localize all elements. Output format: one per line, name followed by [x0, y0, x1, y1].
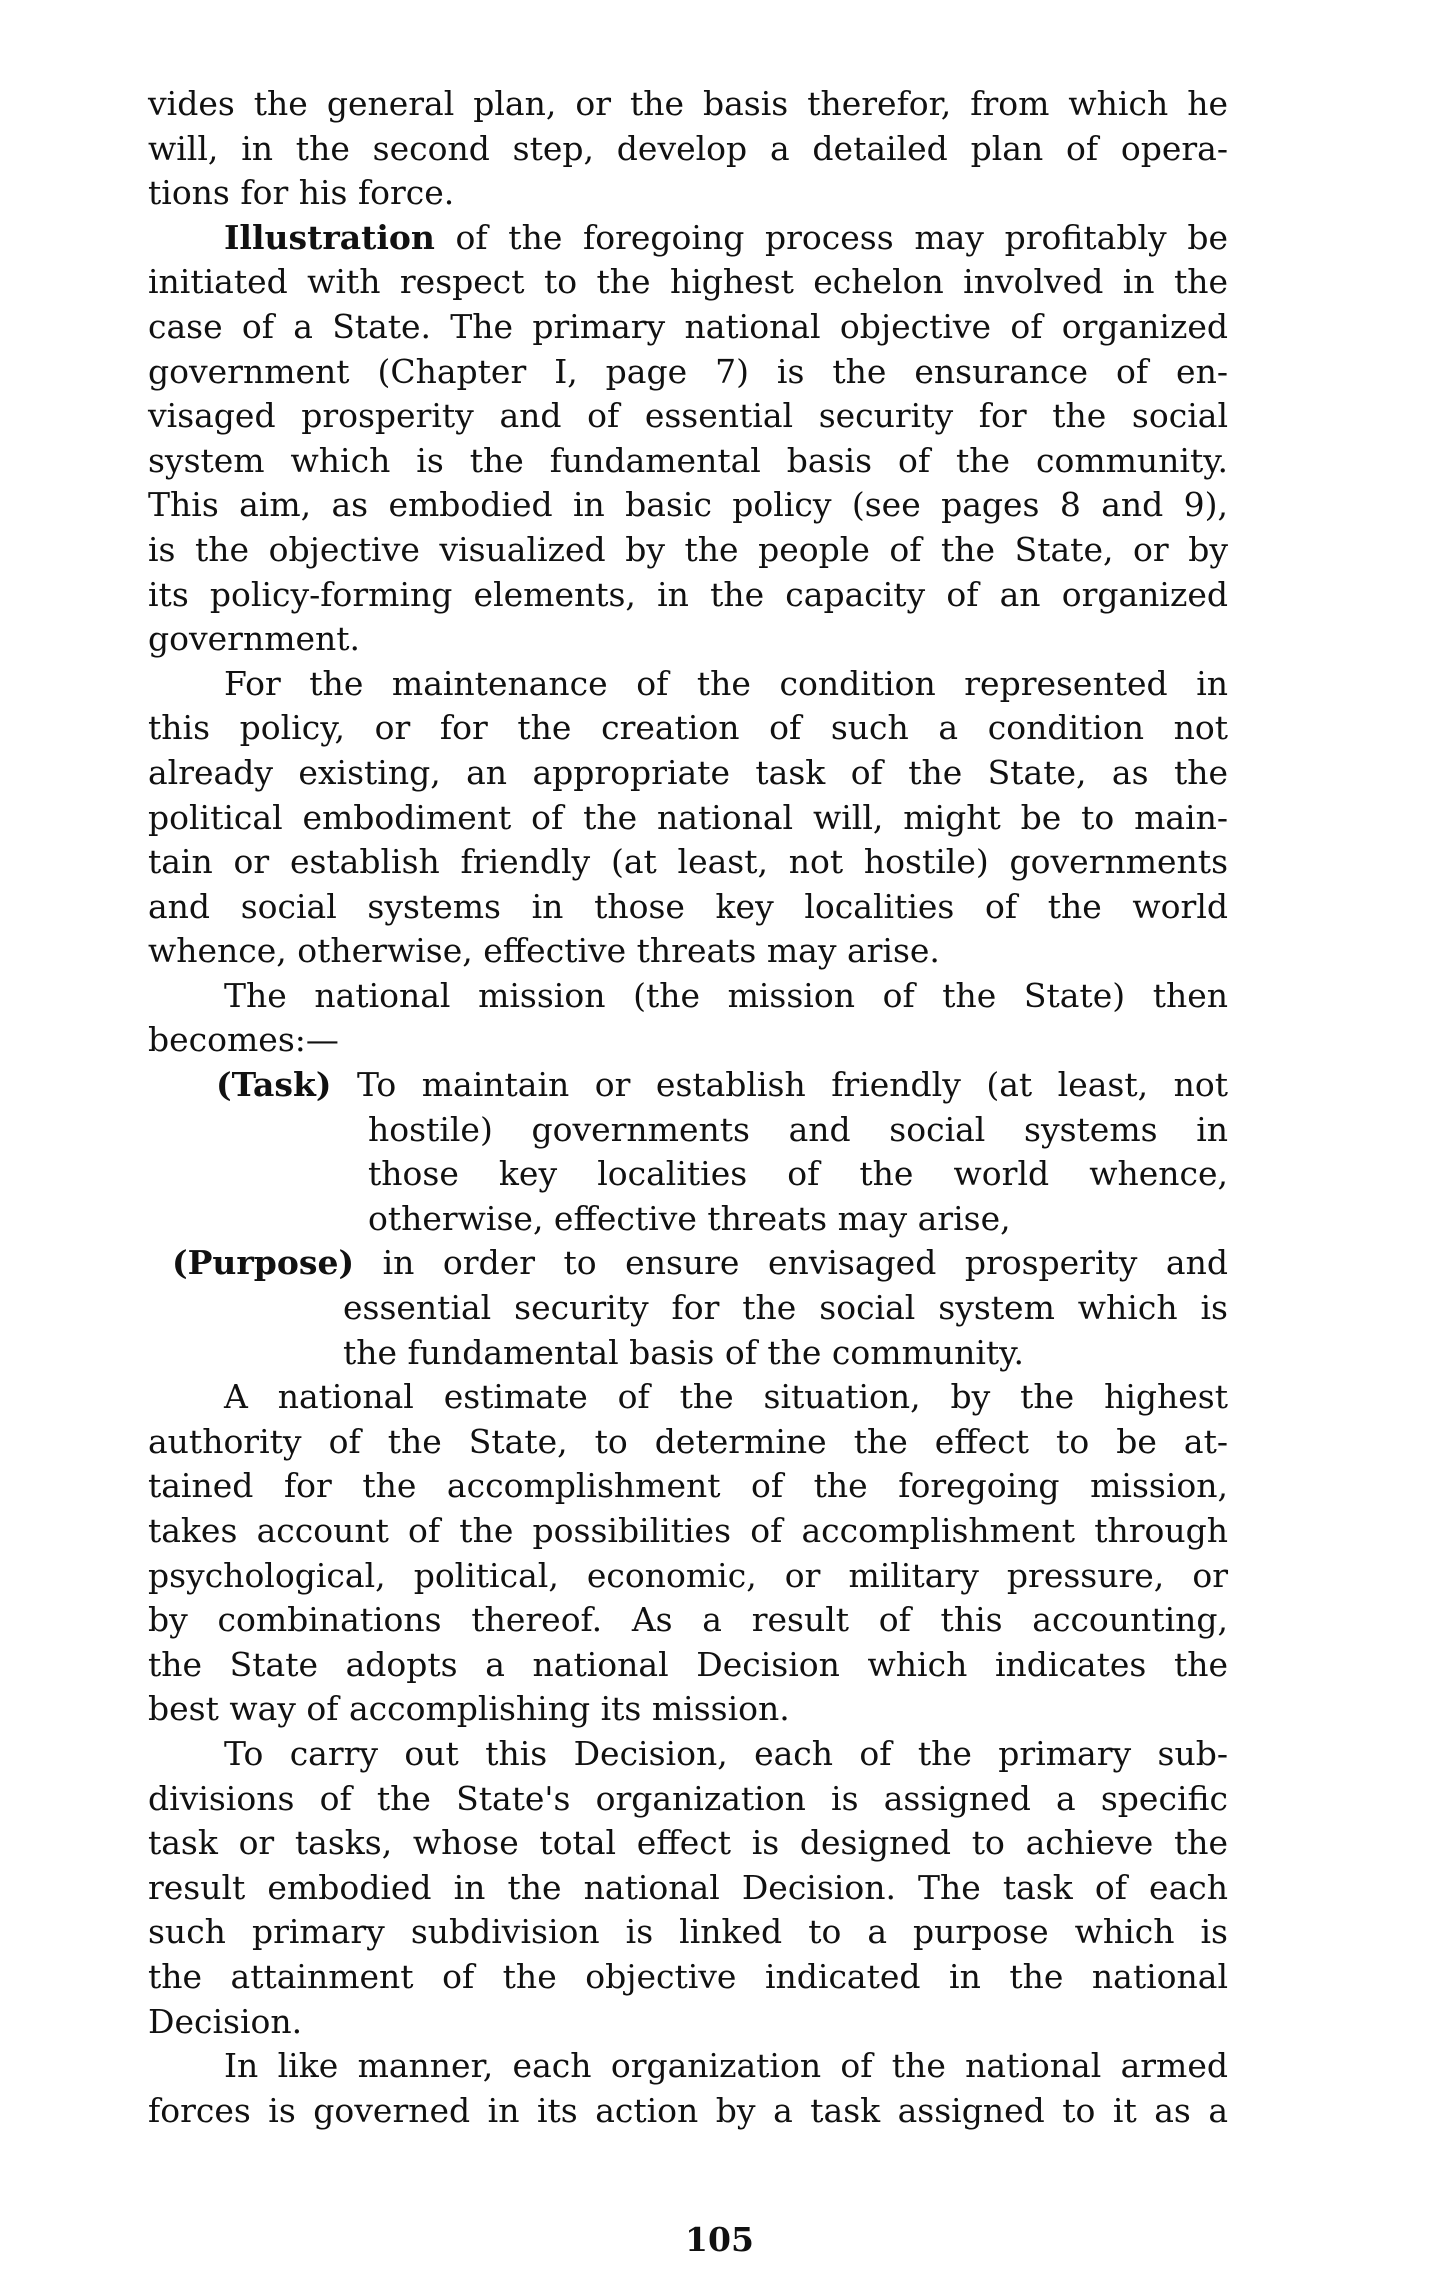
- purpose-line: [148, 1241, 1228, 1286]
- text-line: becomes:—: [148, 1020, 339, 1060]
- text-line: its policy-forming elements, in the capacity of an organized: [148, 574, 1228, 614]
- text-line: is the objective visualized by the people of the State, or by: [148, 529, 1228, 569]
- text-fragment: To maintain or establish friendly (at least, not: [331, 1065, 1228, 1105]
- text-line: will, in the second step, develop a detailed plan of opera-: [148, 128, 1228, 168]
- task-line: [148, 1063, 1228, 1108]
- text-line: Decision.: [148, 2001, 303, 2041]
- text-line: The national mission (the mission of the State) then: [224, 975, 1228, 1015]
- text-line: the fundamental basis of the community.: [343, 1332, 1024, 1372]
- emphasis-term: Illustration: [224, 217, 435, 257]
- text-line: For the maintenance of the condition represented in: [224, 663, 1228, 703]
- text-line: government (Chapter I, page 7) is the ensurance of en-: [148, 351, 1228, 391]
- text-line: whence, otherwise, effective threats may arise.: [148, 931, 940, 971]
- text-line: the attainment of the objective indicated in the national: [148, 1956, 1228, 1996]
- text-line: tions for his force.: [148, 173, 455, 213]
- text-line: by combinations thereof. As a result of this accounting,: [148, 1600, 1228, 1640]
- text-line: forces is governed in its action by a task assigned to it as a: [148, 2090, 1228, 2130]
- text-fragment: of the foregoing process may profitably be: [434, 217, 1228, 257]
- text-line: hostile) governments and social systems in: [368, 1109, 1228, 1149]
- purpose-label: (Purpose): [172, 1243, 355, 1283]
- text-line: This aim, as embodied in basic policy (see pages 8 and 9),: [148, 485, 1228, 525]
- text-line: In like manner, each organization of the national armed: [224, 2046, 1228, 2086]
- text-line: tained for the accomplishment of the foregoing mission,: [148, 1466, 1228, 1506]
- text-line: such primary subdivision is linked to a purpose which is: [148, 1912, 1228, 1952]
- text-line: system which is the fundamental basis of the community.: [148, 440, 1228, 480]
- task-label: (Task): [216, 1065, 332, 1105]
- text-line: To carry out this Decision, each of the primary sub-: [224, 1733, 1228, 1773]
- text-line: [148, 216, 1228, 261]
- text-line: vides the general plan, or the basis therefor, from which he: [148, 84, 1228, 123]
- text-line: those key localities of the world whence,: [368, 1154, 1228, 1194]
- text-line: and social systems in those key localities of the world: [148, 886, 1228, 926]
- text-line: visaged prosperity and of essential security for the social: [148, 396, 1228, 436]
- page-body: [148, 82, 1228, 2133]
- text-line: authority of the State, to determine the effect to be at-: [148, 1421, 1228, 1461]
- text-line: psychological, political, economic, or military pressure, or: [148, 1555, 1228, 1595]
- text-line: political embodiment of the national will, might be to main-: [148, 797, 1228, 837]
- text-line: divisions of the State's organization is assigned a specific: [148, 1778, 1228, 1818]
- text-line: result embodied in the national Decision. The task of each: [148, 1867, 1228, 1907]
- text-line: best way of accomplishing its mission.: [148, 1689, 790, 1729]
- text-line: otherwise, effective threats may arise,: [368, 1198, 1011, 1238]
- text-fragment: in order to ensure envisaged prosperity and: [354, 1243, 1228, 1283]
- text-line: initiated with respect to the highest echelon involved in the: [148, 262, 1228, 302]
- text-line: takes account of the possibilities of accomplishment through: [148, 1511, 1228, 1550]
- text-line: essential security for the social system which is: [343, 1288, 1228, 1328]
- page-number: 105: [685, 2220, 754, 2259]
- text-line: the State adopts a national Decision which indicates the: [148, 1644, 1228, 1684]
- text-line: tain or establish friendly (at least, not hostile) governments: [148, 842, 1228, 882]
- text-line: case of a State. The primary national objective of organized: [148, 306, 1228, 346]
- text-line: A national estimate of the situation, by the highest: [224, 1377, 1228, 1417]
- text-line: task or tasks, whose total effect is designed to achieve the: [148, 1823, 1228, 1863]
- text-line: this policy, or for the creation of such a condition not: [148, 708, 1228, 748]
- text-line: government.: [148, 619, 361, 659]
- text-line: already existing, an appropriate task of the State, as the: [148, 752, 1228, 792]
